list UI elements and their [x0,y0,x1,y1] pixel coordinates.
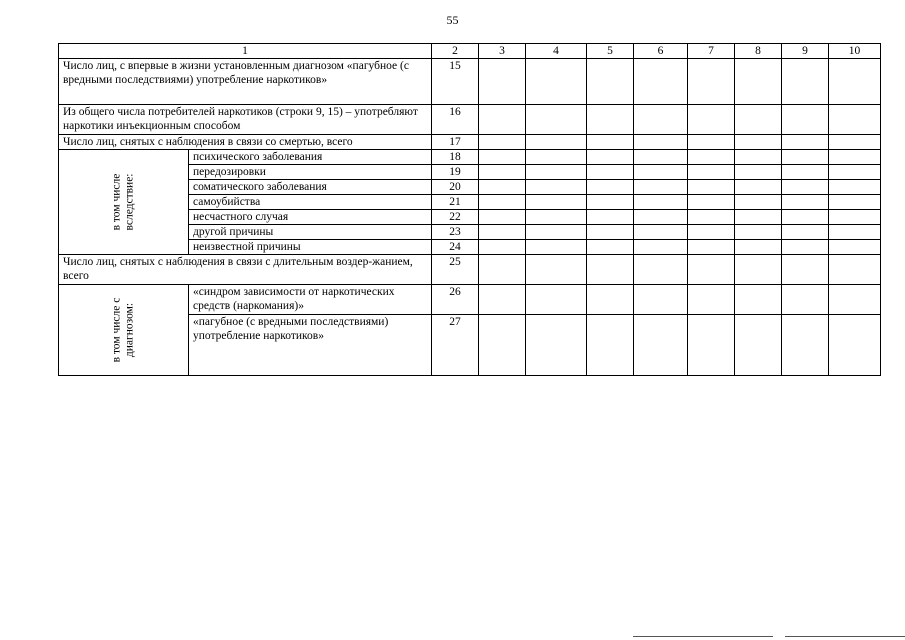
data-cell[interactable] [829,180,881,195]
data-cell[interactable] [634,165,688,180]
data-cell[interactable] [688,180,735,195]
data-cell[interactable] [829,225,881,240]
data-cell[interactable] [587,59,634,105]
row-label: Число лиц, снятых с наблюдения в связи с длительным воздер-жанием, всего [59,255,432,285]
data-cell[interactable] [634,135,688,150]
data-cell[interactable] [782,59,829,105]
statistics-form-table [58,43,881,376]
row-label: Число лиц, с впервые в жизни установленным диагнозом «пагубное (с вредными последствиями) употребление наркотиков» [59,59,432,105]
data-cell[interactable] [829,255,881,285]
data-cell[interactable] [634,225,688,240]
data-cell[interactable] [526,240,587,255]
column-header-9: 9 [782,44,829,59]
row-label: соматического заболевания [189,180,432,195]
header-row [59,44,881,59]
row-code: 18 [432,150,479,165]
data-cell[interactable] [782,135,829,150]
data-cell[interactable] [526,315,587,376]
data-cell[interactable] [479,255,526,285]
table-row [59,285,881,315]
data-cell[interactable] [526,285,587,315]
data-cell[interactable] [735,165,782,180]
data-cell[interactable] [479,285,526,315]
data-cell[interactable] [829,210,881,225]
table-row [59,59,881,105]
row-label: Из общего числа потребителей наркотиков (строки 9, 15) – употребляют наркотики инъекционным способом [59,105,432,135]
data-cell[interactable] [688,315,735,376]
data-cell[interactable] [688,135,735,150]
column-header-3: 3 [479,44,526,59]
row-code: 21 [432,195,479,210]
row-label: передозировки [189,165,432,180]
data-cell[interactable] [735,105,782,135]
data-cell[interactable] [587,105,634,135]
data-cell[interactable] [735,315,782,376]
footer-rule-right [785,636,905,637]
data-cell[interactable] [587,240,634,255]
group-label-line: вследствие: [123,173,136,231]
row-code: 19 [432,165,479,180]
group-label-due-to [59,150,189,255]
data-cell[interactable] [526,225,587,240]
data-cell[interactable] [735,135,782,150]
data-cell[interactable] [634,105,688,135]
row-code: 15 [432,59,479,105]
column-header-10: 10 [829,44,881,59]
data-cell[interactable] [634,240,688,255]
data-cell[interactable] [829,315,881,376]
data-cell[interactable] [634,180,688,195]
data-cell[interactable] [587,165,634,180]
data-cell[interactable] [829,240,881,255]
group-label-line: в том числе с [110,297,123,363]
data-cell[interactable] [688,210,735,225]
row-code: 22 [432,210,479,225]
data-cell[interactable] [479,105,526,135]
row-code: 25 [432,255,479,285]
data-cell[interactable] [735,180,782,195]
data-cell[interactable] [688,285,735,315]
data-cell[interactable] [479,225,526,240]
footer-rule-left [633,636,773,637]
table-row [59,255,881,285]
data-cell[interactable] [688,240,735,255]
data-cell[interactable] [782,240,829,255]
data-cell[interactable] [587,135,634,150]
data-cell[interactable] [587,180,634,195]
row-label: Число лиц, снятых с наблюдения в связи со смертью, всего [59,135,432,150]
group-label-with-diagnosis [59,285,189,376]
data-cell[interactable] [782,255,829,285]
data-cell[interactable] [829,165,881,180]
data-cell[interactable] [479,59,526,105]
table-row [59,135,881,150]
data-cell[interactable] [688,225,735,240]
data-cell[interactable] [634,195,688,210]
data-cell[interactable] [526,255,587,285]
data-cell[interactable] [634,285,688,315]
data-cell[interactable] [587,150,634,165]
row-label: психического заболевания [189,150,432,165]
data-cell[interactable] [526,150,587,165]
data-cell[interactable] [829,59,881,105]
data-cell[interactable] [526,195,587,210]
table-row [59,105,881,135]
data-cell[interactable] [688,59,735,105]
column-header-1: 1 [59,44,432,59]
data-cell[interactable] [782,165,829,180]
data-cell[interactable] [587,255,634,285]
data-cell[interactable] [782,285,829,315]
data-cell[interactable] [587,285,634,315]
data-cell[interactable] [782,210,829,225]
group-label-line: в том числе [110,173,123,231]
data-cell[interactable] [688,255,735,285]
data-cell[interactable] [587,315,634,376]
page-number: 55 [446,13,459,27]
data-cell[interactable] [688,105,735,135]
column-header-5: 5 [587,44,634,59]
data-cell[interactable] [782,315,829,376]
data-cell[interactable] [829,135,881,150]
row-code: 24 [432,240,479,255]
data-cell[interactable] [526,59,587,105]
row-code: 23 [432,225,479,240]
column-header-7: 7 [688,44,735,59]
data-cell[interactable] [782,105,829,135]
data-cell[interactable] [735,225,782,240]
data-cell[interactable] [526,135,587,150]
data-cell[interactable] [634,315,688,376]
data-cell[interactable] [735,255,782,285]
data-cell[interactable] [829,285,881,315]
data-cell[interactable] [526,180,587,195]
data-cell[interactable] [479,135,526,150]
row-code: 26 [432,285,479,315]
data-cell[interactable] [479,315,526,376]
data-cell[interactable] [634,255,688,285]
data-cell[interactable] [587,195,634,210]
row-label: самоубийства [189,195,432,210]
data-cell[interactable] [479,180,526,195]
row-label: «пагубное (с вредными последствиями) употребление наркотиков» [189,315,432,376]
data-cell[interactable] [735,150,782,165]
data-cell[interactable] [829,105,881,135]
data-cell[interactable] [479,150,526,165]
data-cell[interactable] [479,240,526,255]
data-cell[interactable] [634,210,688,225]
data-cell[interactable] [735,240,782,255]
data-cell[interactable] [782,150,829,165]
data-cell[interactable] [479,210,526,225]
row-code: 16 [432,105,479,135]
table-row [59,150,881,165]
row-code: 27 [432,315,479,376]
row-code: 20 [432,180,479,195]
data-cell[interactable] [526,105,587,135]
data-cell[interactable] [479,165,526,180]
column-header-4: 4 [526,44,587,59]
data-cell[interactable] [735,195,782,210]
data-cell[interactable] [479,195,526,210]
data-cell[interactable] [587,225,634,240]
group-label-line: диагнозом: [123,302,136,358]
row-code: 17 [432,135,479,150]
data-cell[interactable] [782,180,829,195]
data-cell[interactable] [526,165,587,180]
column-header-6: 6 [634,44,688,59]
data-cell[interactable] [634,59,688,105]
data-cell[interactable] [634,150,688,165]
data-cell[interactable] [829,195,881,210]
row-label: другой причины [189,225,432,240]
data-cell[interactable] [829,150,881,165]
row-label: неизвестной причины [189,240,432,255]
column-header-8: 8 [735,44,782,59]
data-cell[interactable] [587,210,634,225]
data-cell[interactable] [735,59,782,105]
data-cell[interactable] [688,195,735,210]
column-header-2: 2 [432,44,479,59]
data-cell[interactable] [688,150,735,165]
data-cell[interactable] [782,225,829,240]
data-cell[interactable] [735,210,782,225]
data-cell[interactable] [526,210,587,225]
row-label: несчастного случая [189,210,432,225]
data-cell[interactable] [688,165,735,180]
data-cell[interactable] [782,195,829,210]
row-label: «синдром зависимости от наркотических средств (наркомания)» [189,285,432,315]
data-cell[interactable] [735,285,782,315]
